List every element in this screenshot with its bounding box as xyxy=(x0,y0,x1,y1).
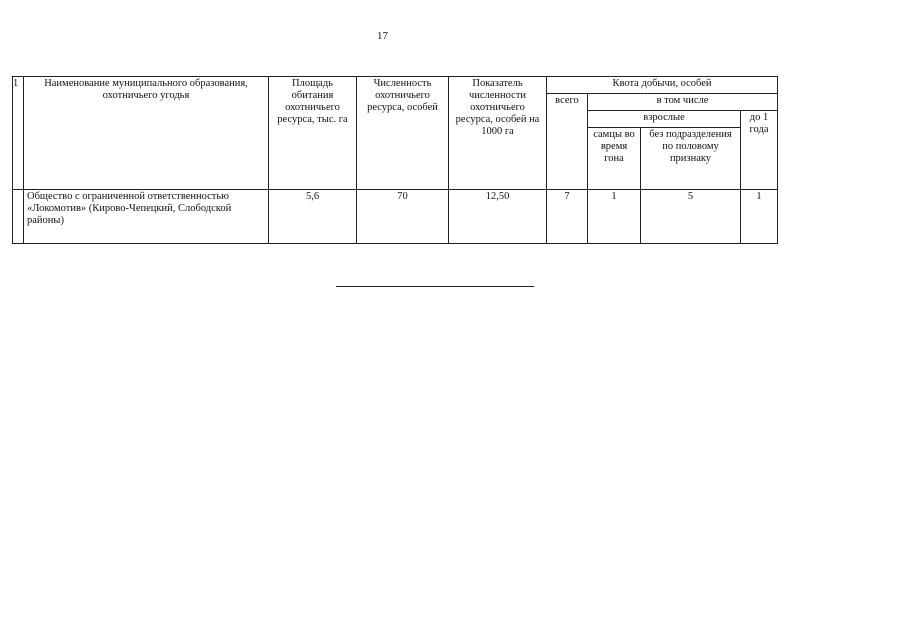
page-number: 17 xyxy=(377,30,388,42)
quota-table xyxy=(12,76,778,244)
header-num: 1 xyxy=(13,77,24,190)
cell-total: 7 xyxy=(547,190,588,244)
cell-under1: 1 xyxy=(741,190,778,244)
cell-density: 12,50 xyxy=(449,190,547,244)
table-row xyxy=(13,190,778,244)
header-count: Численность охотничьего ресурса, особей xyxy=(357,77,449,190)
header-no-sex: без подразделения по половому признаку xyxy=(641,128,741,190)
cell-males-rut: 1 xyxy=(588,190,641,244)
header-density: Показатель численности охотничьего ресурса, особей на 1000 га xyxy=(449,77,547,190)
cell-num xyxy=(13,190,24,244)
header-area: Площадь обитания охотничьего ресурса, тыс. га xyxy=(269,77,357,190)
header-total: всего xyxy=(547,94,588,190)
header-adults: взрослые xyxy=(588,111,741,128)
cell-count: 70 xyxy=(357,190,449,244)
header-including: в том числе xyxy=(588,94,778,111)
header-males-rut: самцы во время гона xyxy=(588,128,641,190)
cell-no-sex: 5 xyxy=(641,190,741,244)
cell-name: Общество с ограниченной ответственностью «Локомотив» (Кирово-Чепецкий, Слободской районы) xyxy=(24,190,269,244)
header-name: Наименование муниципального образования, охотничьего угодья xyxy=(24,77,269,190)
separator-rule xyxy=(336,286,534,287)
header-under1: до 1 года xyxy=(741,111,778,190)
header-quota: Квота добычи, особей xyxy=(547,77,778,94)
cell-area: 5,6 xyxy=(269,190,357,244)
